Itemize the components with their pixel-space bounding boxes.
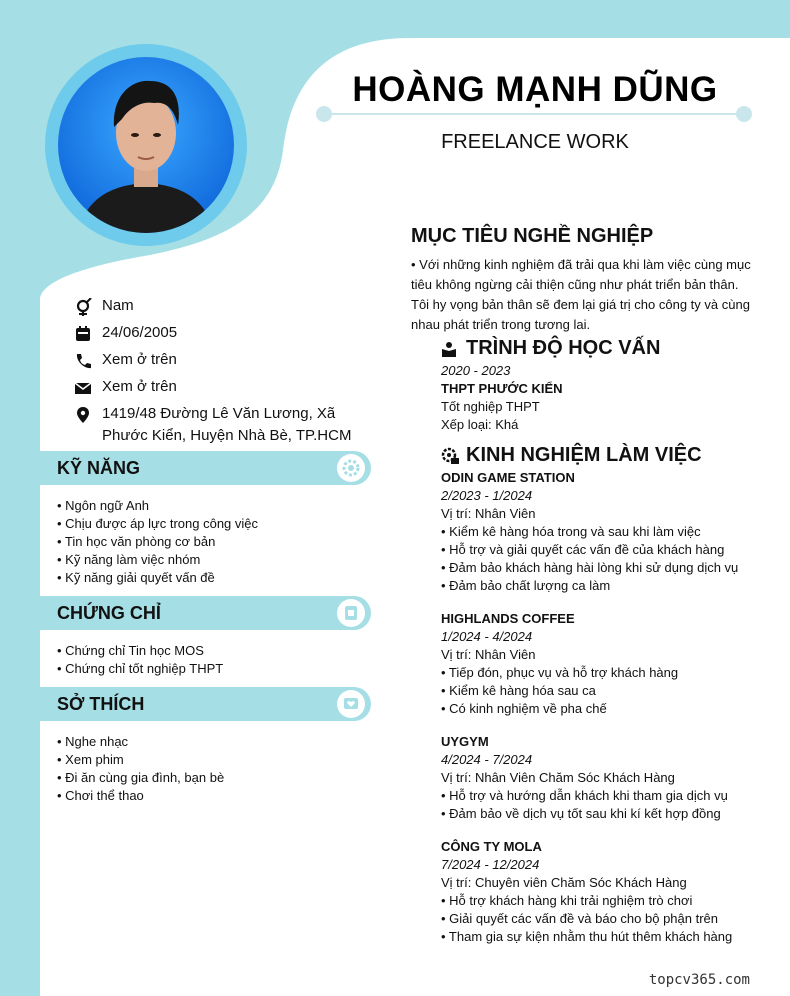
gear-icon [337, 454, 365, 482]
hobbies-list [57, 733, 224, 805]
job-bullet: • Kiểm kê hàng hóa trong và sau khi làm việc [441, 524, 701, 539]
experience-job [441, 838, 761, 946]
education-school: THPT PHƯỚC KIỂN [441, 381, 563, 396]
job-period: 2/2023 - 1/2024 [441, 488, 533, 503]
education-line: Tốt nghiệp THPT [441, 399, 540, 414]
job-org: CÔNG TY MOLA [441, 839, 542, 854]
heart-icon [337, 690, 365, 718]
job-org: UYGYM [441, 734, 489, 749]
candidate-name: HOÀNG MẠNH DŨNG [352, 70, 718, 109]
gender-icon [74, 298, 92, 316]
job-bullet: • Hỗ trợ và giải quyết các vấn đề của khách hàng [441, 542, 725, 557]
contact-address [74, 406, 364, 447]
job-bullet: • Giải quyết các vấn đề và báo cho bộ phận trên [441, 911, 719, 926]
job-bullet: • Tiếp đón, phục vụ và hỗ trợ khách hàng [441, 665, 679, 680]
experience-icon [441, 447, 459, 465]
experience-title: KINH NGHIỆM LÀM VIỆC [466, 444, 702, 466]
title-divider [316, 105, 752, 123]
list-item: • Kỹ năng giải quyết vấn đề [57, 570, 215, 585]
list-item: • Xem phim [57, 752, 124, 767]
list-item: • Nghe nhạc [57, 734, 129, 749]
list-item: • Chịu được áp lực trong công việc [57, 516, 259, 531]
contact-text: 24/06/2005 [102, 324, 178, 341]
job-bullet: • Hỗ trợ và hướng dẫn khách khi tham gia dịch vụ [441, 788, 728, 803]
job-bullet: • Tham gia sự kiện nhằm thu hút thêm khách hàng [441, 929, 733, 944]
list-item: • Chơi thể thao [57, 788, 144, 803]
job-bullet: • Đảm bảo khách hàng hài lòng khi sử dụng dịch vụ [441, 560, 739, 575]
hobbies-header [40, 687, 371, 721]
contact-email [74, 379, 177, 398]
objective-text: • Với những kinh nghiệm đã trải qua khi làm việc cùng mục tiêu không ngừng cải thiện cũng như phát triển bản thân. Tôi hy vọng bản thân sẽ đem lại giá trị cho công ty và cùng nhau phát triển trong tương lai. [411, 257, 751, 332]
job-org: ODIN GAME STATION [441, 470, 575, 485]
job-period: 7/2024 - 12/2024 [441, 857, 540, 872]
job-position: Vị trí: Nhân Viên [441, 647, 536, 662]
list-item: • Kỹ năng làm việc nhóm [57, 552, 201, 567]
skills-header [40, 451, 371, 485]
list-item: • Đi ăn cùng gia đình, bạn bè [57, 770, 225, 785]
list-item: • Chứng chỉ Tin học MOS [57, 643, 204, 658]
job-bullet: • Kiểm kê hàng hóa sau ca [441, 683, 596, 698]
list-item: • Tin học văn phòng cơ bản [57, 534, 216, 549]
calendar-icon [74, 325, 92, 343]
education-block [441, 362, 761, 434]
contact-text: 1419/48 Đường Lê Văn Lương, Xã Phước Kiển, Huyện Nhà Bè, TP.HCM [102, 405, 352, 444]
job-period: 4/2024 - 7/2024 [441, 752, 533, 767]
experience-job [441, 469, 761, 595]
skills-title: KỸ NĂNG [57, 458, 141, 478]
job-period: 1/2024 - 4/2024 [441, 629, 533, 644]
job-position: Vị trí: Chuyên viên Chăm Sóc Khách Hàng [441, 875, 687, 890]
list-item: • Ngôn ngữ Anh [57, 498, 150, 513]
job-position: Vị trí: Nhân Viên Chăm Sóc Khách Hàng [441, 770, 675, 785]
list-item: • Chứng chỉ tốt nghiệp THPT [57, 661, 224, 676]
education-icon [441, 341, 457, 357]
hobbies-title: SỞ THÍCH [57, 694, 145, 714]
job-org: HIGHLANDS COFFEE [441, 611, 575, 626]
avatar [58, 57, 234, 233]
certificate-icon [337, 599, 365, 627]
watermark: topcv365.com [648, 972, 750, 988]
email-icon [74, 379, 92, 397]
certificates-title: CHỨNG CHỈ [57, 603, 161, 623]
experience-job [441, 733, 761, 823]
contact-text: Xem ở trên [102, 351, 177, 368]
job-bullet: • Có kinh nghiệm về pha chế [441, 701, 607, 716]
education-title: TRÌNH ĐỘ HỌC VẤN [466, 337, 661, 359]
contact-text: Nam [102, 297, 134, 314]
contact-birthday [74, 325, 177, 344]
certificates-header [40, 596, 371, 630]
contact-info [74, 298, 374, 448]
contact-text: Xem ở trên [102, 378, 177, 395]
education-line: Xếp loại: Khá [441, 417, 519, 432]
contact-gender [74, 298, 134, 317]
experience-header [441, 444, 702, 467]
job-title: FREELANCE WORK [441, 131, 629, 153]
job-position: Vị trí: Nhân Viên [441, 506, 536, 521]
certificates-list [57, 642, 223, 678]
education-header [441, 337, 660, 360]
objective-title: MỤC TIÊU NGHỀ NGHIỆP [411, 225, 654, 247]
education-period: 2020 - 2023 [441, 363, 511, 378]
contact-phone [74, 352, 177, 371]
job-bullet: • Đảm bảo chất lượng ca làm [441, 578, 611, 593]
job-bullet: • Đảm bảo về dịch vụ tốt sau khi kí kết hợp đồng [441, 806, 721, 821]
location-icon [74, 406, 92, 424]
phone-icon [74, 352, 92, 370]
skills-list [57, 497, 258, 587]
job-bullet: • Hỗ trợ khách hàng khi trải nghiệm trò chơi [441, 893, 693, 908]
experience-job [441, 610, 761, 718]
